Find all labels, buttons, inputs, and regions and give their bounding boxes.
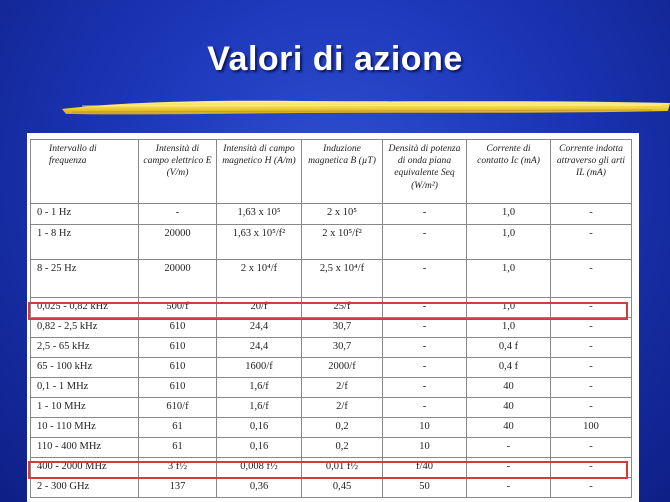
value-cell: - — [551, 438, 632, 458]
value-cell: 500/f — [139, 298, 217, 318]
value-cell: 30,7 — [302, 318, 383, 338]
value-cell: - — [551, 398, 632, 418]
table-row — [31, 204, 632, 225]
value-cell: - — [139, 204, 217, 225]
value-cell: 20000 — [139, 225, 217, 260]
value-cell: 2/f — [302, 378, 383, 398]
value-cell: - — [551, 378, 632, 398]
value-cell: 1600/f — [217, 358, 302, 378]
value-cell: 61 — [139, 418, 217, 438]
value-cell: 0,36 — [217, 478, 302, 498]
value-cell: 24,4 — [217, 318, 302, 338]
frequency-band-cell: 0,1 - 1 MHz — [31, 378, 139, 398]
value-cell: 610 — [139, 318, 217, 338]
header-frequency: Intervallo di frequenza — [31, 140, 139, 204]
value-cell: 2 x 10⁵/f² — [302, 225, 383, 260]
frequency-band-cell: 1 - 8 Hz — [31, 225, 139, 260]
value-cell: 0,4 f — [467, 358, 551, 378]
slide-title: Valori di azione — [207, 40, 463, 78]
value-cell: - — [551, 225, 632, 260]
header-electric-field: Intensità di campo elettrico E (V/m) — [139, 140, 217, 204]
value-cell: - — [383, 204, 467, 225]
value-cell: 20/f — [217, 298, 302, 318]
value-cell: - — [551, 338, 632, 358]
value-cell: - — [551, 204, 632, 225]
value-cell: 0,01 f½ — [302, 458, 383, 478]
value-cell: 2 x 10⁵ — [302, 204, 383, 225]
value-cell: - — [467, 478, 551, 498]
table-row — [31, 358, 632, 378]
value-cell: 1,0 — [467, 204, 551, 225]
value-cell: - — [383, 298, 467, 318]
value-cell: 0,008 f½ — [217, 458, 302, 478]
exposure-limits-table — [30, 139, 632, 498]
frequency-band-cell: 8 - 25 Hz — [31, 260, 139, 298]
value-cell: 1,0 — [467, 260, 551, 298]
value-cell: - — [383, 225, 467, 260]
header-power-density: Densità di potenza di onda piana equivalente Seq (W/m²) — [383, 140, 467, 204]
table-row — [31, 458, 632, 478]
value-cell: - — [383, 398, 467, 418]
frequency-band-cell: 2,5 - 65 kHz — [31, 338, 139, 358]
header-limb-current: Corrente indotta attraverso gli arti IL (mA) — [551, 140, 632, 204]
value-cell: 2,5 x 10⁴/f — [302, 260, 383, 298]
value-cell: 2 x 10⁴/f — [217, 260, 302, 298]
value-cell: 610 — [139, 338, 217, 358]
frequency-band-cell: 2 - 300 GHz — [31, 478, 139, 498]
value-cell: 1,63 x 10⁵ — [217, 204, 302, 225]
table-row — [31, 398, 632, 418]
value-cell: 1,6/f — [217, 398, 302, 418]
table-row — [31, 318, 632, 338]
header-magnetic-field: Intensità di campo magnetico H (A/m) — [217, 140, 302, 204]
table-sheet — [27, 133, 639, 502]
frequency-band-cell: 65 - 100 kHz — [31, 358, 139, 378]
value-cell: 0,4 f — [467, 338, 551, 358]
value-cell: 0,16 — [217, 438, 302, 458]
table-row — [31, 418, 632, 438]
frequency-band-cell: 0 - 1 Hz — [31, 204, 139, 225]
value-cell: 40 — [467, 398, 551, 418]
value-cell: 137 — [139, 478, 217, 498]
value-cell: 61 — [139, 438, 217, 458]
value-cell: - — [551, 358, 632, 378]
value-cell: 30,7 — [302, 338, 383, 358]
value-cell: 10 — [383, 438, 467, 458]
table-row — [31, 438, 632, 458]
value-cell: - — [551, 318, 632, 338]
value-cell: - — [551, 458, 632, 478]
yellow-brush-stroke — [62, 96, 670, 118]
value-cell: 2/f — [302, 398, 383, 418]
value-cell: - — [551, 298, 632, 318]
table-row — [31, 338, 632, 358]
header-magnetic-induction: Induzione magnetica B (µT) — [302, 140, 383, 204]
value-cell: 1,63 x 10⁵/f² — [217, 225, 302, 260]
frequency-band-cell: 10 - 110 MHz — [31, 418, 139, 438]
value-cell: - — [383, 358, 467, 378]
value-cell: f/40 — [383, 458, 467, 478]
value-cell: 1,6/f — [217, 378, 302, 398]
value-cell: 0,2 — [302, 438, 383, 458]
value-cell: 610/f — [139, 398, 217, 418]
value-cell: 0,45 — [302, 478, 383, 498]
table-header-row — [31, 140, 632, 204]
table-row — [31, 225, 632, 260]
value-cell: - — [467, 458, 551, 478]
frequency-band-cell: 1 - 10 MHz — [31, 398, 139, 418]
value-cell: 610 — [139, 358, 217, 378]
frequency-band-cell: 400 - 2000 MHz — [31, 458, 139, 478]
value-cell: 2000/f — [302, 358, 383, 378]
value-cell: 10 — [383, 418, 467, 438]
frequency-band-cell: 0,025 - 0,82 kHz — [31, 298, 139, 318]
value-cell: - — [383, 338, 467, 358]
value-cell: 1,0 — [467, 318, 551, 338]
table-row — [31, 378, 632, 398]
value-cell: - — [383, 378, 467, 398]
value-cell: - — [551, 260, 632, 298]
header-contact-current: Corrente di contatto Ic (mA) — [467, 140, 551, 204]
value-cell: - — [551, 478, 632, 498]
value-cell: 40 — [467, 378, 551, 398]
value-cell: 20000 — [139, 260, 217, 298]
value-cell: 0,16 — [217, 418, 302, 438]
value-cell: 0,2 — [302, 418, 383, 438]
value-cell: 1,0 — [467, 225, 551, 260]
frequency-band-cell: 0,82 - 2,5 kHz — [31, 318, 139, 338]
value-cell: 610 — [139, 378, 217, 398]
value-cell: - — [383, 260, 467, 298]
value-cell: - — [467, 438, 551, 458]
table-row — [31, 478, 632, 498]
value-cell: 100 — [551, 418, 632, 438]
value-cell: - — [383, 318, 467, 338]
frequency-band-cell: 110 - 400 MHz — [31, 438, 139, 458]
value-cell: 3 f½ — [139, 458, 217, 478]
value-cell: 25/f — [302, 298, 383, 318]
value-cell: 40 — [467, 418, 551, 438]
table-row — [31, 298, 632, 318]
value-cell: 24,4 — [217, 338, 302, 358]
value-cell: 1,0 — [467, 298, 551, 318]
table-row — [31, 260, 632, 298]
value-cell: 50 — [383, 478, 467, 498]
